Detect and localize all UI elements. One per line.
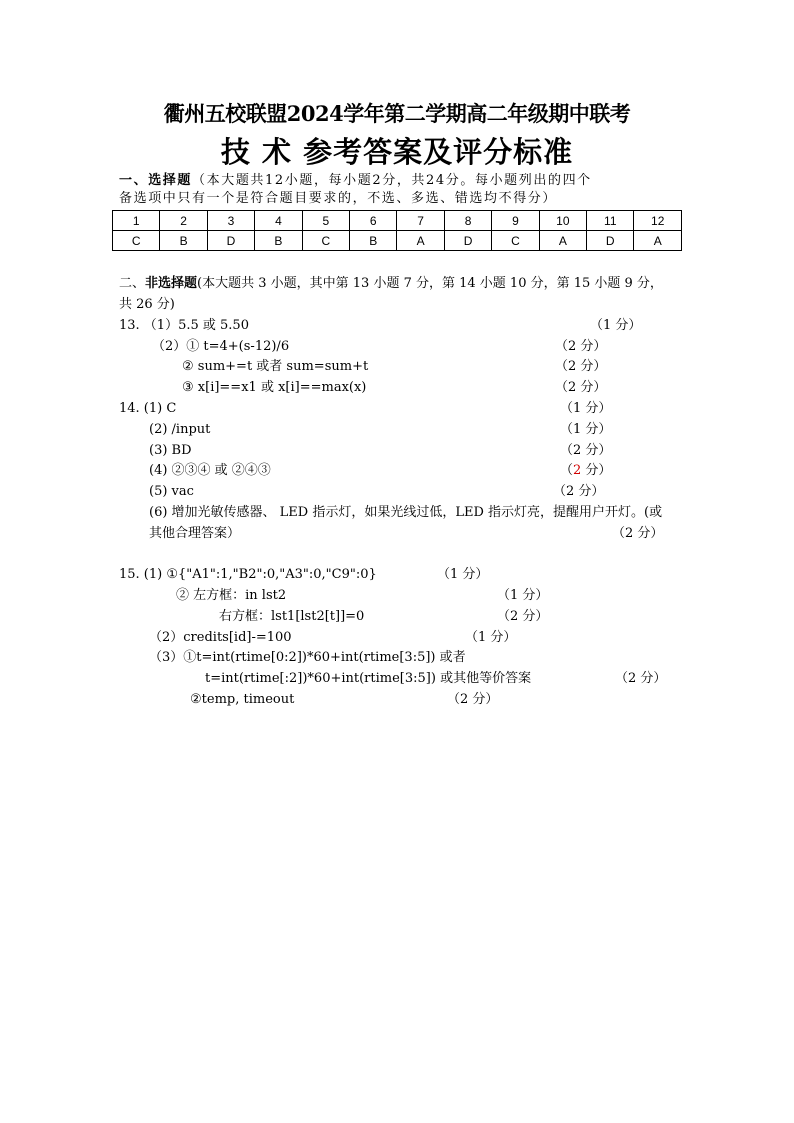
answer-cell: D <box>587 231 634 251</box>
q14-score2: （1 分） <box>560 422 612 437</box>
exam-subtitle: 技 术 参考答案及评分标准 <box>220 135 574 169</box>
answer-cell: B <box>160 231 207 251</box>
q14-line7: 其他合理答案） <box>149 526 241 541</box>
q14-line6: (6) 增加光敏传感器、 LED 指示灯，如果光线过低，LED 指示灯亮，提醒用户开灯。(或 <box>149 505 663 520</box>
answer-cell: A <box>539 231 586 251</box>
q14-score1: （1 分） <box>560 401 612 416</box>
q14-line5: (5) vac <box>149 484 194 499</box>
q13-line4: ③ x[i]==x1 或 x[i]==max(x) <box>182 380 367 395</box>
q15-score6: （2 分） <box>615 671 667 686</box>
q15-score7: （2 分） <box>447 692 499 707</box>
answer-cell: A <box>397 231 444 251</box>
q13-score1: （1 分） <box>590 318 642 333</box>
question-number-cell: 8 <box>444 211 491 231</box>
q14-score5: （2 分） <box>553 484 605 499</box>
q14-score7: （2 分） <box>612 526 664 541</box>
section2-heading: 非选择题 <box>145 276 198 291</box>
section1-desc2: 备选项中只有一个是符合题目要求的，不选、多选、错选均不得分） <box>119 191 558 206</box>
answer-cell: C <box>113 231 160 251</box>
q15-score4: （1 分） <box>465 630 517 645</box>
section2-desc2: 共 26 分) <box>119 297 175 312</box>
q14-score4-open: （ <box>560 463 574 478</box>
q13-line3: ② sum+=t 或者 sum=sum+t <box>182 359 369 374</box>
q15-line5: （3）①t=int(rtime[0:2])*60+int(rtime[3:5]) 或者 <box>149 650 466 665</box>
question-number-cell: 9 <box>492 211 539 231</box>
question-number-cell: 1 <box>113 211 160 231</box>
q13-score2: （2 分） <box>555 339 607 354</box>
answer-table-answer-row <box>113 231 682 251</box>
q14-score4-value: 2 <box>573 463 582 478</box>
answer-cell: C <box>492 231 539 251</box>
q15-line3: 右方框：lst1[lst2[t]]=0 <box>219 609 365 624</box>
section1-line1 <box>119 173 592 189</box>
question-number-cell: 12 <box>634 211 682 231</box>
section2-prefix: 二、 <box>119 276 146 291</box>
q13-line2: （2）① t=4+(s-12)/6 <box>152 339 290 354</box>
question-number-cell: 2 <box>160 211 207 231</box>
answer-cell: A <box>634 231 682 251</box>
answer-cell: D <box>444 231 491 251</box>
q14-line4: (4) ②③④ 或 ②④③ <box>149 463 271 478</box>
question-number-cell: 11 <box>587 211 634 231</box>
section1-desc1: （本大题共12小题，每小题2分，共24分。每小题列出的四个 <box>192 173 592 188</box>
answer-cell: B <box>350 231 397 251</box>
q15-line7: ②temp, timeout <box>190 692 295 707</box>
q14-score4 <box>560 463 611 479</box>
question-number-cell: 10 <box>539 211 586 231</box>
q15-line6: t=int(rtime[:2])*60+int(rtime[3:5]) 或其他等价答案 <box>205 671 532 686</box>
q14-score3: （2 分） <box>560 443 612 458</box>
answer-table <box>112 210 682 251</box>
section2-line1 <box>119 276 663 292</box>
answer-cell: C <box>302 231 349 251</box>
q15-line4: （2）credits[id]-=100 <box>149 630 292 645</box>
q14-score4-close: 分） <box>581 463 612 478</box>
q15-line2: ② 左方框：in lst2 <box>176 588 287 603</box>
answer-cell: D <box>207 231 254 251</box>
question-number-cell: 3 <box>207 211 254 231</box>
q15-score1: （1 分） <box>437 567 489 582</box>
answer-cell: B <box>255 231 302 251</box>
section2-desc1: (本大题共 3 小题，其中第 13 小题 7 分，第 14 小题 10 分，第 15 小题 9 分， <box>197 276 663 291</box>
question-number-cell: 4 <box>255 211 302 231</box>
q14-line1: 14. (1) C <box>119 401 177 416</box>
q14-line3: (3) BD <box>149 443 192 458</box>
q14-line2: (2) /input <box>149 422 211 437</box>
question-number-cell: 6 <box>350 211 397 231</box>
q13-line1: 13. （1）5.5 或 5.50 <box>119 318 249 333</box>
exam-title: 衢州五校联盟2024学年第二学期高二年级期中联考 <box>163 101 631 126</box>
answer-table-number-row <box>113 211 682 231</box>
question-number-cell: 5 <box>302 211 349 231</box>
q13-score3: （2 分） <box>555 359 607 374</box>
q15-line1: 15. (1) ①{"A1":1,"B2":0,"A3":0,"C9":0} <box>119 567 377 582</box>
q13-score4: （2 分） <box>555 380 607 395</box>
section1-heading: 一、选择题 <box>119 173 193 188</box>
question-number-cell: 7 <box>397 211 444 231</box>
q15-score3: （2 分） <box>497 609 549 624</box>
q15-score2: （1 分） <box>497 588 549 603</box>
